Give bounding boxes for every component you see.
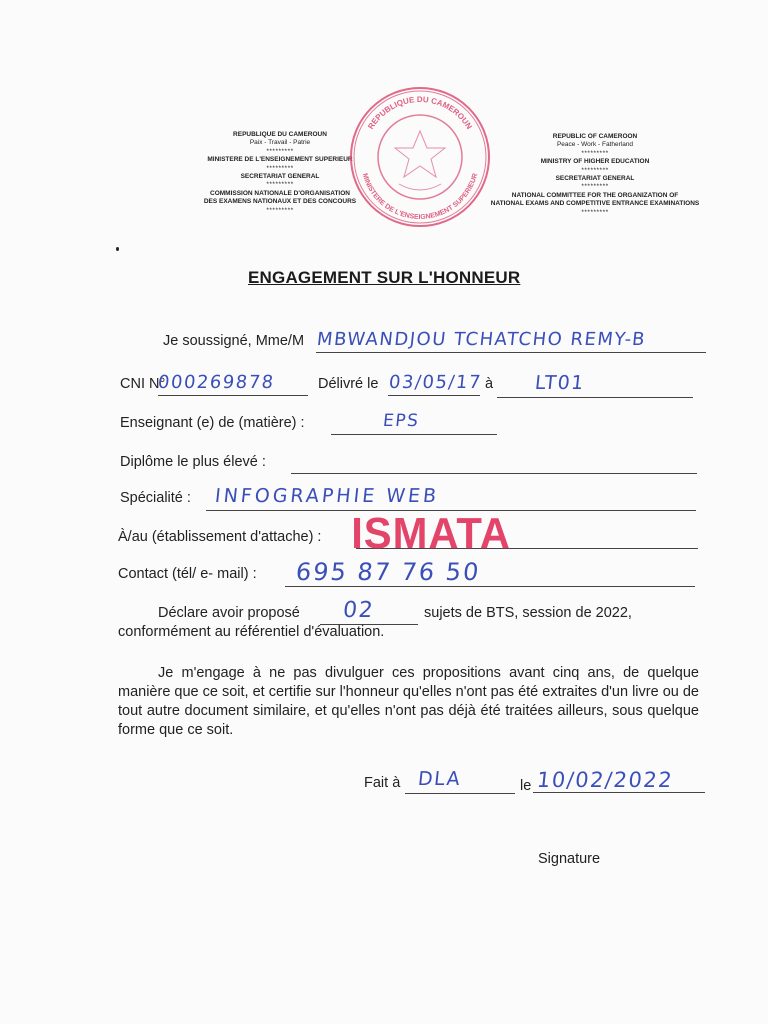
le-label: le — [520, 778, 532, 794]
a-label: à — [485, 376, 494, 392]
specialite-value[interactable]: INFOGRAPHIE WEB — [213, 485, 441, 507]
header-fr-line6: DES EXAMENS NATIONAUX ET DES CONCOURS — [203, 198, 357, 206]
contact-value[interactable]: 695 87 76 50 — [294, 558, 482, 586]
header-fr-line1: REPUBLIQUE DU CAMEROUN — [233, 131, 327, 138]
delivre-rule — [388, 395, 480, 396]
diplome-label: Diplôme le plus élevé : — [120, 454, 266, 470]
header-english — [470, 133, 720, 217]
contact-rule — [285, 586, 695, 587]
header-fr-line2: Paix - Travail - Patrie — [249, 139, 311, 147]
header-fr-line5: COMMISSION NATIONALE D'ORGANISATION — [210, 189, 350, 197]
header-en-stars4: ********* — [581, 208, 609, 216]
seal-bottom-text: MINISTERE DE L'ENSEIGNEMENT SUPERIEUR — [360, 172, 480, 222]
header-en-stars3: ********* — [581, 183, 609, 191]
enseignant-label: Enseignant (e) de (matière) : — [120, 415, 305, 431]
specialite-label: Spécialité : — [120, 490, 191, 506]
ink-dot — [116, 247, 119, 251]
enseignant-rule — [331, 434, 497, 435]
etablissement-stamp: ISMATA — [351, 509, 511, 558]
header-fr-stars2: ********* — [266, 164, 294, 172]
svg-text:MINISTERE DE L'ENSEIGNEMENT SU — [361, 173, 480, 221]
engagement-paragraph: Je m'engage à ne pas divulguer ces propositions avant cinq ans, de quelque manière que ce soit, et certifie sur l'honneur qu'elles n'ont pas été extraites d'un livre ou de tout autre document similaire, et qu'elles n'ont pas déjà été traitées ailleurs, sous quelque forme que ce soit. — [118, 665, 699, 738]
cni-rule — [158, 395, 308, 396]
contact-label: Contact (tél/ e- mail) : — [118, 566, 257, 582]
name-rule — [316, 352, 706, 353]
fait-value[interactable]: DLA — [416, 768, 463, 790]
header-en-line1: REPUBLIC OF CAMEROON — [552, 133, 638, 140]
header-fr-line3: MINISTERE DE L'ENSEIGNEMENT SUPERIEUR — [207, 156, 353, 164]
header-fr-line4: SECRETARIAT GENERAL — [240, 173, 320, 181]
header-en-line4: SECRETARIAT GENERAL — [555, 175, 635, 183]
page-title: ENGAGEMENT SUR L'HONNEUR — [248, 268, 521, 287]
signature-label: Signature — [538, 851, 601, 867]
fait-label: Fait à — [364, 775, 401, 791]
name-label: Je soussigné, Mme/M — [163, 333, 305, 349]
a-rule — [497, 397, 693, 398]
header-fr-stars3: ********* — [266, 181, 294, 189]
declaration-part3: conformément au référentiel d'évaluation. — [118, 624, 385, 640]
header-en-line6: NATIONAL EXAMS AND COMPETITIVE ENTRANCE EXAMINATIONS — [490, 200, 700, 208]
cni-label: CNI N° — [120, 376, 166, 392]
delivre-value[interactable]: 03/05/17 — [387, 372, 483, 393]
header-en-line5: NATIONAL COMMITTEE FOR THE ORGANIZATION OF — [511, 191, 679, 199]
header-french — [190, 131, 370, 215]
date-value[interactable]: 10/02/2022 — [535, 768, 675, 792]
declaration-part1: Déclare avoir proposé — [158, 605, 300, 621]
seal-top-text: REPUBLIQUE DU CAMEROUN — [366, 94, 474, 131]
date-rule — [533, 792, 705, 793]
diplome-rule — [291, 473, 697, 474]
header-en-line3: MINISTRY OF HIGHER EDUCATION — [540, 158, 650, 166]
cni-value[interactable]: 000269878 — [156, 372, 276, 393]
name-value[interactable]: MBWANDJOU TCHATCHO REMY-B — [315, 329, 648, 350]
enseignant-value[interactable]: EPS — [381, 411, 421, 431]
header-en-stars1: ********* — [581, 149, 609, 157]
declaration-count[interactable]: 02 — [341, 598, 376, 623]
header-en-line2: Peace - Work - Fatherland — [556, 141, 634, 149]
a-value[interactable]: LT01 — [533, 372, 586, 394]
etablissement-label: À/au (établissement d'attache) : — [118, 529, 322, 545]
header-fr-stars4: ********* — [266, 206, 294, 214]
declaration-part2: sujets de BTS, session de 2022, — [424, 605, 632, 621]
fait-rule — [405, 793, 515, 794]
delivre-label: Délivré le — [318, 376, 379, 392]
header-en-stars2: ********* — [581, 166, 609, 174]
header-fr-stars1: ********* — [266, 147, 294, 155]
